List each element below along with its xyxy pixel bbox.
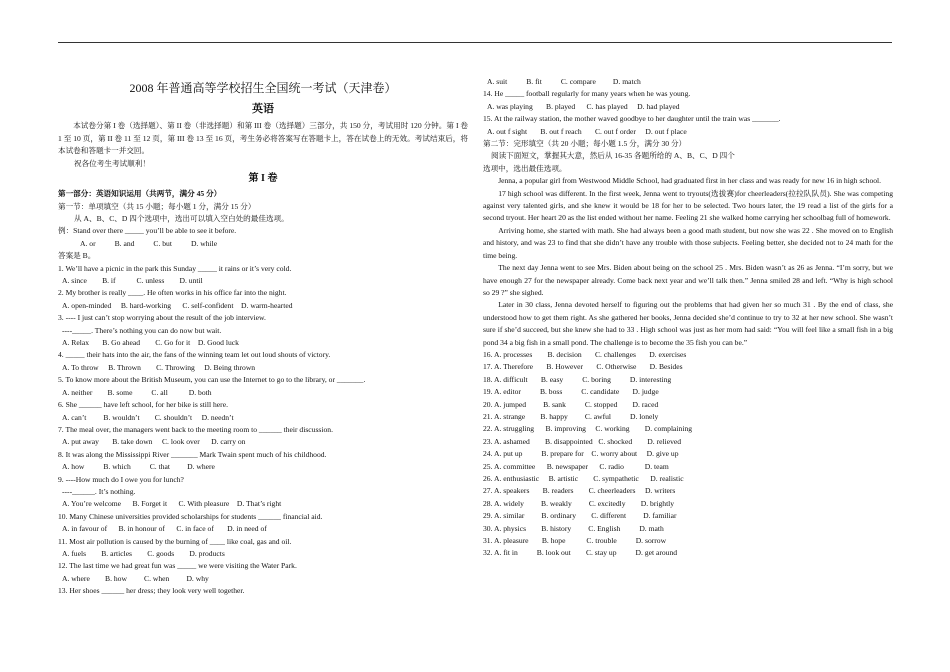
- question-8: 8. It was along the Mississippi River _______ Mark Twain spent much of his childhood.: [58, 449, 327, 459]
- example-options: A. or B. and C. but D. while: [80, 238, 218, 248]
- wish-line: 祝各位考生考试顺利！: [74, 158, 150, 168]
- cloze-option-25: 25. A. committee B. newspaper C. radio D. team: [483, 461, 669, 471]
- question-2-options: A. open-minded B. hard-working C. self-confident D. warm-hearted: [62, 300, 293, 310]
- question-13-options: A. suit B. fit C. compare D. match: [487, 77, 641, 86]
- question-9: 9. ----How much do I owe you for lunch?: [58, 474, 184, 484]
- question-10-options: A. in favour of B. in honour of C. in face of D. in need of: [62, 524, 267, 534]
- exam-title: 2008 年普通高等学校招生全国统一考试（天津卷）: [129, 81, 397, 95]
- cloze-option-28: 28. A. widely B. weakly C. excitedly D. brightly: [483, 498, 675, 508]
- cloze-option-22: 22. A. struggling B. improving C. working D. complaining: [483, 424, 693, 434]
- section2-note-cont: 选项中，选出最佳选项。: [483, 163, 567, 173]
- passage-paragraph-3: Arriving home, she started with math. She had always been a good math student, but now she was 22 . She moved on to English and history, and was 23 to find that she didn’t have any trouble with those subjects. Feeling better, she decided not to 24 math for the time being.: [483, 225, 893, 260]
- cloze-option-26: 26. A. enthusiastic B. artistic C. sympathetic D. realistic: [483, 474, 684, 483]
- right-column: [483, 76, 893, 560]
- question-7-options: A. put away B. take down C. look over D. carry on: [62, 437, 246, 447]
- section1-heading: 第一节：单项填空（共 15 小题；每小题 1 分，满分 15 分）: [58, 201, 256, 211]
- cloze-option-29: 29. A. similar B. ordinary C. different D. familiar: [483, 511, 677, 521]
- example-answer: 答案是 B。: [58, 251, 96, 261]
- cloze-option-21: 21. A. strange B. happy C. awful D. lonely: [483, 411, 659, 421]
- cloze-option-18: 18. A. difficult B. easy C. boring D. interesting: [483, 374, 672, 384]
- question-9-options: A. You’re welcome B. Forget it C. With pleasure D. That’s right: [62, 499, 282, 509]
- question-4: 4. _____ their hats into the air, the fans of the winning team let out loud shouts of victory.: [58, 350, 331, 360]
- section2-note: 阅读下面短文，掌握其大意，然后从 16-35 各题所给的 A、B、C、D 四个: [491, 151, 735, 161]
- question-6: 6. She ______ have left school, for her bike is still here.: [58, 400, 228, 410]
- volume-heading: 第 I 卷: [248, 173, 278, 185]
- passage-paragraph-2: 17 high school was different. In the first week, Jenna went to tryouts(选拔赛)for cheerleaders(拉拉队队员). She was competing against very talented girls, and she knew it would be 18 for her to be selected. Two hours later, the 19 read a list of the girls for a second tryout. Her heart 20 as the list ended without her name. Feeling 21 she walked home carrying her schoolbag full of homework.: [483, 188, 893, 223]
- section1-note: 从 A、B、C、D 四个选项中，选出可以填入空白处的最佳选项。: [74, 214, 289, 223]
- question-15: 15. At the railway station, the mother waved goodbye to her daughter until the train was _______.: [483, 114, 781, 124]
- question-6-options: A. can’t B. wouldn’t C. shouldn’t D. needn’t: [62, 412, 234, 422]
- question-1: 1. We’ll have a picnic in the park this Sunday _____ it rains or it’s very cold.: [58, 263, 292, 273]
- intro-paragraph: 本试卷分第 I 卷（选择题）、第 II 卷（非选择题）和第 III 卷（选择题）三部分，共 150 分，考试用时 120 分钟。第 I 卷 1 至 10 页，第 II 卷 11 至 12 页，第 III 卷 13 至 16 页，考生务必将答案写在答题卡上，答在试卷上的无效。考试结束后，将本试卷和答题卡一并交回。: [58, 121, 468, 156]
- question-14: 14. He _____ football regularly for many years when he was young.: [483, 89, 691, 99]
- passage-paragraph-4: The next day Jenna went to see Mrs. Biden about being on the school 25 . Mrs. Biden wasn’t as 26 as Jenna. “I’m sorry, but we have enough 27 for the newspaper already. Come back next year and we’ll talk then.” Jenna smiled 28 and left. “Why is high school so 29 ?” she sighed.: [483, 263, 893, 297]
- question-3-options: A. Relax B. Go ahead C. Go for it D. Good luck: [62, 338, 239, 348]
- passage-paragraph-1: Jenna, a popular girl from Westwood Middle School, had graduated first in her class and was ready for new 16 in high school.: [498, 176, 882, 186]
- cloze-option-27: 27. A. speakers B. readers C. cheerleaders D. writers: [483, 486, 676, 496]
- cloze-option-16: 16. A. processes B. decision C. challenges D. exercises: [483, 349, 687, 359]
- question-1-options: A. since B. if C. unless D. until: [62, 276, 203, 286]
- cloze-option-20: 20. A. jumped B. sank C. stopped D. raced: [483, 399, 659, 409]
- question-8-options: A. how B. which C. that D. where: [62, 462, 215, 472]
- question-15-options: A. out f sight B. out f reach C. out f order D. out f place: [487, 126, 687, 136]
- question-11: 11. Most air pollution is caused by the burning of ____ like coal, gas and oil.: [58, 536, 292, 546]
- question-3-reply: ----_____. There’s nothing you can do now but wait.: [62, 325, 222, 335]
- example-question: 例：Stand over there _____ you’ll be able to see it before.: [58, 226, 237, 236]
- question-13: 13. Her shoes ______ her dress; they look very well together.: [58, 586, 245, 596]
- passage-paragraph-5: Later in 30 class, Jenna devoted herself to figuring out the problems that had given her so much 31 . By the end of class, she understood how to get them right. As she gathered her books, Jenna decided she’d continue to try to 32 at her new school. She wasn’t sure if she’d succeed, but she knew she had to 33 . High school was just as her mom had said: “You will feel like a small fish in a big pond 34 a big fish in a small pond. The challenge is to become the 35 fish you can be.”: [483, 300, 893, 347]
- question-7: 7. The meal over, the managers went back to the meeting room to ______ their discussion.: [58, 424, 333, 434]
- question-5-options: A. neither B. some C. all D. both: [62, 387, 212, 397]
- cloze-option-31: 31. A. pleasure B. hope C. trouble D. sorrow: [483, 536, 667, 546]
- question-5: 5. To know more about the British Museum, you can use the Internet to go to the library, or _______.: [58, 375, 366, 385]
- question-12-options: A. where B. how C. when D. why: [62, 573, 209, 583]
- part1-heading: 第一部分：英语知识运用（共两节，满分 45 分）: [58, 189, 222, 199]
- question-12: 12. The last time we had great fun was _____ we were visiting the Water Park.: [58, 561, 297, 571]
- cloze-option-23: 23. A. ashamed B. disappointed C. shocked D. relieved: [483, 436, 682, 446]
- question-2: 2. My brother is really ____. He often works in his office far into the night.: [58, 288, 287, 298]
- cloze-option-24: 24. A. put up B. prepare for C. worry about D. give up: [483, 449, 679, 459]
- question-14-options: A. was playing B. played C. has played D. had played: [487, 101, 680, 111]
- left-column: [58, 76, 468, 598]
- question-4-options: A. To throw B. Thrown C. Throwing D. Being thrown: [62, 362, 256, 372]
- question-10: 10. Many Chinese universities provided scholarships for students ______ financial aid.: [58, 511, 323, 521]
- cloze-option-19: 19. A. editor B. boss C. candidate D. judge: [483, 387, 659, 397]
- cloze-option-17: 17. A. Therefore B. However C. Otherwise D. Besides: [483, 362, 683, 372]
- top-rule: [58, 42, 892, 43]
- cloze-option-32: 32. A. fit in B. look out C. stay up D. get around: [483, 548, 678, 558]
- question-11-options: A. fuels B. articles C. goods D. products: [62, 548, 225, 558]
- question-3: 3. ---- I just can’t stop worrying about the result of the job interview.: [58, 313, 266, 323]
- subject-title: 英语: [252, 103, 274, 115]
- cloze-option-30: 30. A. physics B. history C. English D. math: [483, 523, 664, 533]
- section2-heading: 第二节：完形填空（共 20 小题；每小题 1.5 分，满分 30 分）: [483, 139, 687, 149]
- question-9-reply: ----______. It’s nothing.: [62, 486, 136, 496]
